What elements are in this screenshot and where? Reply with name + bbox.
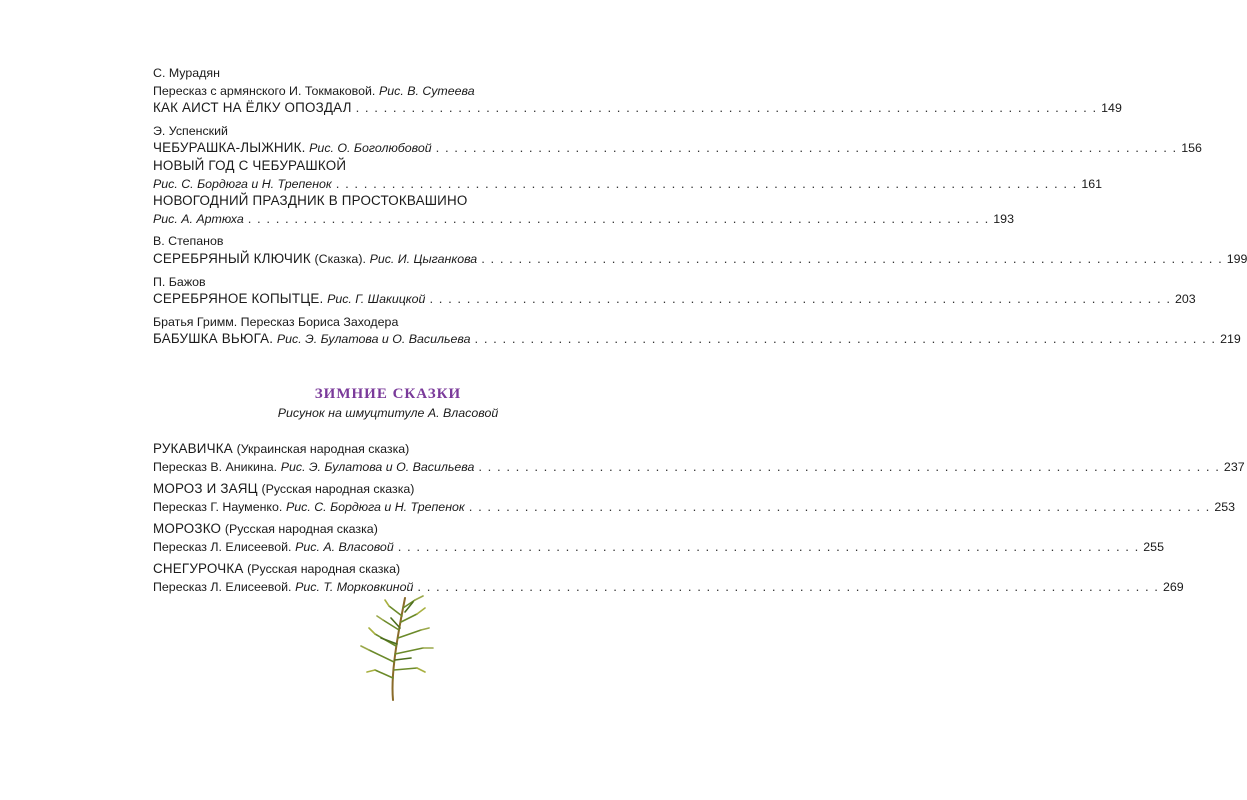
leader-dots: . . . . . . . . . . . . . . . . . . . . . . . . . . . . . . . . . . . . . . . . . . . . . . . . . . . . . . . . . . . . . . . . . . . . . . . . . . . . . . . . [355, 100, 1098, 116]
story-title: НОВЫЙ ГОД С ЧЕБУРАШКОЙ [153, 157, 347, 173]
illustrator-credit: Рис. В. Сутеева [379, 83, 475, 98]
pine-branch-icon [345, 588, 445, 708]
illustrator-credit: Рис. Э. Булатова и О. Васильева [276, 332, 471, 347]
section-subtitle: Рисунок на шмуцтитуле А. Власовой [277, 405, 499, 420]
translation-credit: Пересказ с армянского И. Токмаковой. [153, 83, 376, 98]
toc-row [153, 122, 623, 140]
illustrator-credit: Рис. А. Власовой [295, 539, 394, 554]
story-title: МОРОЗ И ЗАЯЦ [153, 481, 258, 497]
leader-dots: . . . . . . . . . . . . . . . . . . . . . . . . . . . . . . . . . . . . . . . . . . . . . . . . . . . . . . . . . . . . . . . . . . . . . . . . . . . . . . . . [247, 210, 990, 226]
toc-row [153, 157, 623, 175]
story-note: (Русская народная сказка) [247, 562, 401, 577]
toc-row [153, 250, 1247, 268]
story-note: (Русская народная сказка) [261, 482, 415, 497]
toc-row [153, 175, 1103, 193]
illustrator-credit: Рис. Э. Булатова и О. Васильева [280, 459, 475, 474]
story-note: (Украинская народная сказка) [236, 441, 410, 456]
page-number: 161 [1081, 176, 1103, 191]
page-number: 269 [1162, 580, 1184, 595]
story-title: СЕРЕБРЯНЫЙ КЛЮЧИК [153, 250, 311, 266]
story-title: РУКАВИЧКА [153, 440, 233, 456]
story-note: (Сказка). [314, 251, 366, 266]
toc-row [153, 480, 623, 498]
leader-dots: . . . . . . . . . . . . . . . . . . . . . . . . . . . . . . . . . . . . . . . . . . . . . . . . . . . . . . . . . . . . . . . . . . . . . . . . . . . . . . . . [417, 579, 1159, 595]
page-number: 199 [1226, 251, 1247, 266]
story-title: СНЕГУРОЧКА [153, 561, 244, 577]
illustrator-credit: Рис. И. Цыганкова [369, 251, 478, 266]
page-number: 203 [1175, 292, 1196, 307]
toc-row [153, 313, 623, 331]
toc-row [153, 330, 1241, 348]
toc-row [153, 210, 1014, 228]
toc-row [153, 520, 623, 538]
illustrator-credit: Рис. С. Бордюга и Н. Трепенок [153, 176, 332, 191]
illustrator-credit: Рис. С. Бордюга и Н. Трепенок [286, 499, 465, 514]
story-title: НОВОГОДНИЙ ПРАЗДНИК В ПРОСТОКВАШИНО [153, 193, 468, 209]
leader-dots: . . . . . . . . . . . . . . . . . . . . . . . . . . . . . . . . . . . . . . . . . . . . . . . . . . . . . . . . . . . . . . . . . . . . . . . . . . . . . . . . [397, 538, 1140, 554]
leader-dots: . . . . . . . . . . . . . . . . . . . . . . . . . . . . . . . . . . . . . . . . . . . . . . . . . . . . . . . . . . . . . . . . . . . . . . . . . . . . . . . . [335, 175, 1078, 191]
leader-dots: . . . . . . . . . . . . . . . . . . . . . . . . . . . . . . . . . . . . . . . . . . . . . . . . . . . . . . . . . . . . . . . . . . . . . . . . . . . . . . . . [468, 498, 1211, 514]
story-title: БАБУШКА ВЬЮГА. [153, 331, 274, 347]
page-number: 193 [993, 211, 1014, 226]
leader-dots: . . . . . . . . . . . . . . . . . . . . . . . . . . . . . . . . . . . . . . . . . . . . . . . . . . . . . . . . . . . . . . . . . . . . . . . . . . . . . . . . [429, 291, 1171, 307]
translation-credit: Пересказ Л. Елисеевой. [153, 580, 292, 595]
page-number: 219 [1220, 332, 1241, 347]
page-number: 156 [1181, 141, 1202, 156]
illustrator-credit: Рис. О. Боголюбовой [309, 141, 432, 156]
illustrator-credit: Рис. Т. Морковкиной [295, 580, 414, 595]
toc-row [153, 139, 1202, 157]
toc-row [153, 232, 623, 250]
page-number: 253 [1214, 499, 1236, 514]
story-title: КАК АИСТ НА ЁЛКУ ОПОЗДАЛ [153, 100, 352, 116]
story-title: СЕРЕБРЯНОЕ КОПЫТЦЕ. [153, 291, 324, 307]
story-title: МОРОЗКО [153, 521, 222, 537]
leader-dots: . . . . . . . . . . . . . . . . . . . . . . . . . . . . . . . . . . . . . . . . . . . . . . . . . . . . . . . . . . . . . . . . . . . . . . . . . . . . . . . . [481, 250, 1223, 266]
story-title: ЧЕБУРАШКА-ЛЫЖНИК. [153, 140, 306, 156]
toc-bottom-list [153, 440, 1245, 596]
leader-dots: . . . . . . . . . . . . . . . . . . . . . . . . . . . . . . . . . . . . . . . . . . . . . . . . . . . . . . . . . . . . . . . . . . . . . . . . . . . . . . . . [478, 458, 1220, 474]
author-name: Э. Успенский [153, 123, 228, 138]
story-note: (Русская народная сказка) [224, 522, 378, 537]
illustrator-credit: Рис. Г. Шакицкой [327, 292, 426, 307]
toc-row [153, 192, 623, 210]
leader-dots: . . . . . . . . . . . . . . . . . . . . . . . . . . . . . . . . . . . . . . . . . . . . . . . . . . . . . . . . . . . . . . . . . . . . . . . . . . . . . . . . [474, 331, 1217, 347]
translation-credit: Пересказ Л. Елисеевой. [153, 539, 292, 554]
author-name: П. Бажов [153, 274, 206, 289]
toc-row [153, 458, 1245, 476]
section-title: ЗИМНИЕ СКАЗКИ [314, 385, 462, 402]
leader-dots: . . . . . . . . . . . . . . . . . . . . . . . . . . . . . . . . . . . . . . . . . . . . . . . . . . . . . . . . . . . . . . . . . . . . . . . . . . . . . . . . [435, 140, 1178, 156]
toc-row [153, 82, 623, 100]
table-of-contents [153, 64, 1247, 596]
toc-row [153, 560, 623, 578]
translation-credit: Пересказ В. Аникина. [153, 459, 278, 474]
illustrator-credit: Рис. А. Артюха [153, 211, 244, 226]
toc-row [153, 273, 623, 291]
toc-top-list [153, 64, 1247, 348]
page-number: 255 [1143, 539, 1164, 554]
page-number: 149 [1101, 101, 1122, 116]
translation-credit: Пересказ Г. Науменко. [153, 499, 283, 514]
toc-row [153, 290, 1196, 308]
page-number: 237 [1223, 459, 1245, 474]
toc-row [153, 64, 623, 82]
author-name: Братья Гримм. Пересказ Бориса Заходера [153, 314, 399, 329]
toc-row [153, 440, 623, 458]
author-name: В. Степанов [153, 234, 224, 249]
toc-row [153, 538, 1164, 556]
toc-row [153, 99, 1122, 117]
toc-row [153, 498, 1236, 516]
author-name: С. Мурадян [153, 66, 220, 80]
